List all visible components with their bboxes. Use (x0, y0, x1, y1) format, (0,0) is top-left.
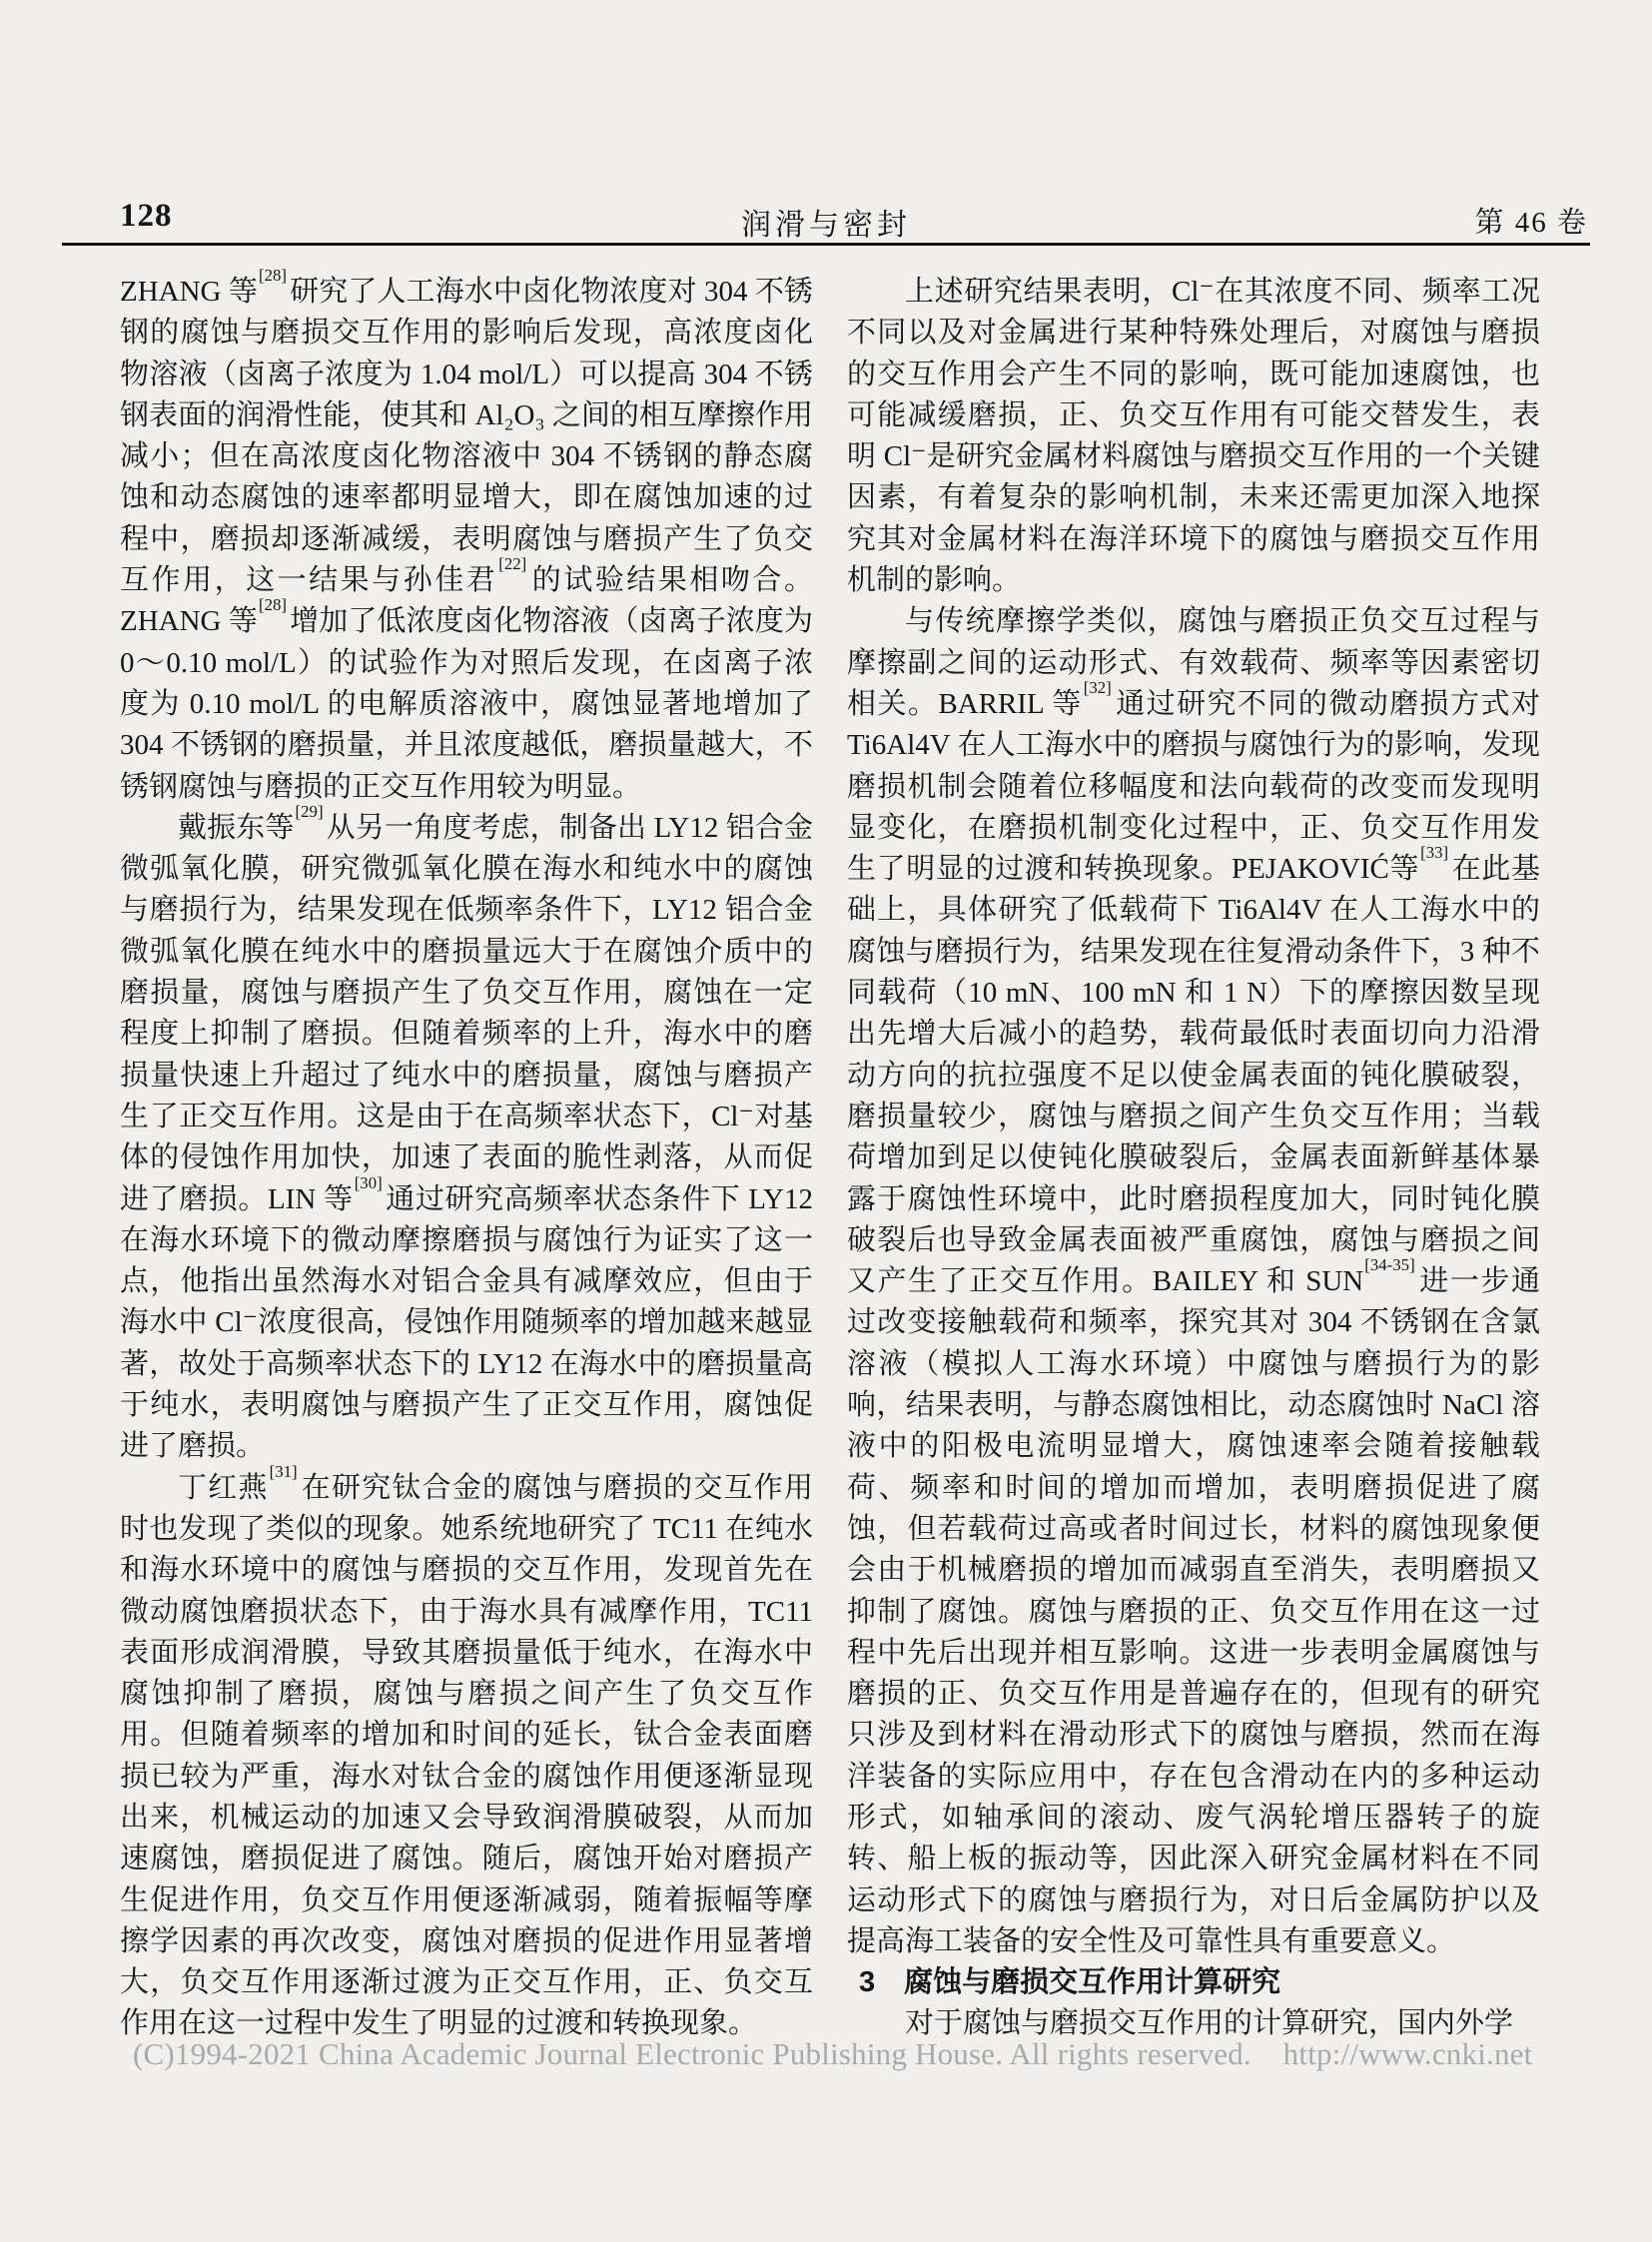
right-column (847, 272, 1540, 2045)
left-column (120, 266, 813, 2045)
citation-ref: [30] (354, 1172, 383, 1192)
paragraph: ZHANG 等[28]研究了人工海水中卤化物浓度对 304 不锈钢的腐蚀与磨损交互作用的影响后发现，高浓度卤化物溶液（卤离子浓度为 1.04 mol/L）可以提高 304 不锈钢表面的润滑性能，使其和 Al₂O₃ 之间的相互摩擦作用减小；但在高浓度卤化物溶液中 304 不锈钢的静态腐蚀和动态腐蚀的速率都明显增大，即在腐蚀加速的过程中，磨损却逐渐减缓，表明腐蚀与磨损产生了负交互作用，这一结果与孙佳君[22]的试验结果相吻合。ZHANG 等[28]增加了低浓度卤化物溶液（卤离子浓度为 0～0.10 mol/L）的试验作为对照后发现，在卤离子浓度为 0.10 mol/L 的电解质溶液中，腐蚀显著地增加了 304 不锈钢的磨损量，并且浓度越低，磨损量越大，不锈钢腐蚀与磨损的正交互作用较为明显。 (120, 266, 813, 803)
citation-ref: [22] (498, 554, 527, 574)
citation-ref: [29] (295, 801, 324, 821)
citation-ref: [28] (258, 266, 287, 286)
citation-ref: [32] (1083, 678, 1112, 698)
section-heading: 3 腐蚀与磨损交互作用计算研究 (859, 1966, 1281, 1999)
journal-title: 润滑与密封 (741, 209, 911, 242)
page-number: 128 (120, 198, 173, 234)
volume-label: 第 46 卷 (1474, 207, 1588, 239)
paragraph: 对于腐蚀与磨损交互作用的计算研究，国内外学 (905, 2007, 1514, 2040)
page-header (62, 198, 1590, 242)
paragraph: 戴振东等[29]从另一角度考虑，制备出 LY12 铝合金微弧氧化膜，研究微弧氧化膜在海水和纯水中的腐蚀与磨损行为，结果发现在低频率条件下，LY12 铝合金微弧氧化膜在纯水中的磨损量远大于在腐蚀介质中的磨损量，腐蚀与磨损产生了负交互作用，腐蚀在一定程度上抑制了磨损。但随着频率的上升，海水中的磨损量快速上升超过了纯水中的磨损量，腐蚀与磨损产生了正交互作用。这是由于在高频率状态下，Cl⁻对基体的侵蚀作用加快，加速了表面的脆性剥落，从而促进了磨损。LIN 等[30]通过研究高频率状态条件下 LY12 在海水环境下的微动摩擦磨损与腐蚀行为证实了这一点，他指出虽然海水对铝合金具有减摩效应，但由于海水中 Cl⁻浓度很高，侵蚀作用随频率的增加越来越显著，故处于高频率状态下的 LY12 在海水中的磨损量高于纯水，表明腐蚀与磨损产生了正交互作用，腐蚀促进了磨损。 (120, 801, 813, 1463)
citation-ref: [34-35] (1364, 1255, 1415, 1275)
paragraph: 与传统摩擦学类似，腐蚀与磨损正负交互过程与摩擦副之间的运动形式、有效载荷、频率等因素密切相关。BARRIL 等[32]通过研究不同的微动磨损方式对 Ti6Al4V 在人工海水中的磨损与腐蚀行为的影响，发现磨损机制会随着位移幅度和法向载荷的改变而发现明显变化，在磨损机制变化过程中，正、负交互作用发生了明显的过渡和转换现象。PEJAKOVIĆ等[33]在此基础上，具体研究了低载荷下 Ti6Al4V 在人工海水中的腐蚀与磨损行为，结果发现在往复滑动条件下，3 种不同载荷（10 mN、100 mN 和 1 N）下的摩擦因数呈现出先增大后减小的趋势，载荷最低时表面切向力沿滑动方向的抗拉强度不足以使金属表面的钝化膜破裂，磨损量较少，腐蚀与磨损之间产生负交互作用；当载荷增加到足以使钝化膜破裂后，金属表面新鲜基体暴露于腐蚀性环境中，此时磨损程度加大，同时钝化膜破裂后也导致金属表面被严重腐蚀，腐蚀与磨损之间又产生了正交互作用。BAILEY 和 SUN[34-35]进一步通过改变接触载荷和频率，探究其对 304 不锈钢在含氯溶液（模拟人工海水环境）中腐蚀与磨损行为的影响，结果表明，与静态腐蚀相比，动态腐蚀时 NaCl 溶液中的阳极电流明显增大，腐蚀速率会随着接触载荷、频率和时间的增加而增加，表明磨损促进了腐蚀，但若载荷过高或者时间过长，材料的腐蚀现象便会由于机械磨损的增加而减弱直至消失，表明磨损又抑制了腐蚀。腐蚀与磨损的正、负交互作用在这一过程中先后出现并相互影响。这进一步表明金属腐蚀与磨损的正、负交互作用是普遍存在的，但现有的研究只涉及到材料在滑动形式下的腐蚀与磨损，然而在海洋装备的实际应用中，存在包含滑动在内的多种运动形式，如轴承间的滚动、废气涡轮增压器转子的旋转、船上板的振动等，因此深入研究金属材料在不同运动形式下的腐蚀与磨损行为，对日后金属防护以及提高海工装备的安全性及可靠性具有重要意义。 (847, 605, 1540, 1957)
paragraph: 丁红燕[31]在研究钛合金的腐蚀与磨损的交互作用时也发现了类似的现象。她系统地研究了 TC11 在纯水和海水环境中的腐蚀与磨损的交互作用，发现首先在微动腐蚀磨损状态下，由于海水具有减摩作用，TC11 表面形成润滑膜，导致其磨损量低于纯水，在海水中腐蚀抑制了磨损，腐蚀与磨损之间产生了负交互作用。但随着频率的增加和时间的延长，钛合金表面磨损已较为严重，海水对钛合金的腐蚀作用便逐渐显现出来，机械运动的加速又会导致润滑膜破裂，从而加速腐蚀，磨损促进了腐蚀。随后，腐蚀开始对磨损产生促进作用，负交互作用便逐渐减弱，随着振幅等摩擦学因素的再次改变，腐蚀对磨损的促进作用显著增大，负交互作用逐渐过渡为正交互作用，正、负交互作用在这一过程中发生了明显的过渡和转换现象。 (120, 1461, 813, 2040)
citation-ref: [31] (269, 1461, 298, 1481)
citation-ref: [28] (258, 595, 287, 615)
paragraph: 上述研究结果表明，Cl⁻在其浓度不同、频率工况不同以及对金属进行某种特殊处理后，对腐蚀与磨损的交互作用会产生不同的影响，既可能加速腐蚀，也可能减缓磨损，正、负交互作用有可能交替发生，表明 Cl⁻是研究金属材料腐蚀与磨损交互作用的一个关键因素，有着复杂的影响机制，未来还需更加深入地探究其对金属材料在海洋环境下的腐蚀与磨损交互作用机制的影响。 (847, 276, 1540, 597)
copyright-watermark: (C)1994-2021 China Academic Journal Electronic Publishing House. All rights reserved. http://www.cnki.net (133, 2036, 1533, 2071)
citation-ref: [33] (1420, 843, 1449, 863)
header-rule (62, 243, 1590, 246)
